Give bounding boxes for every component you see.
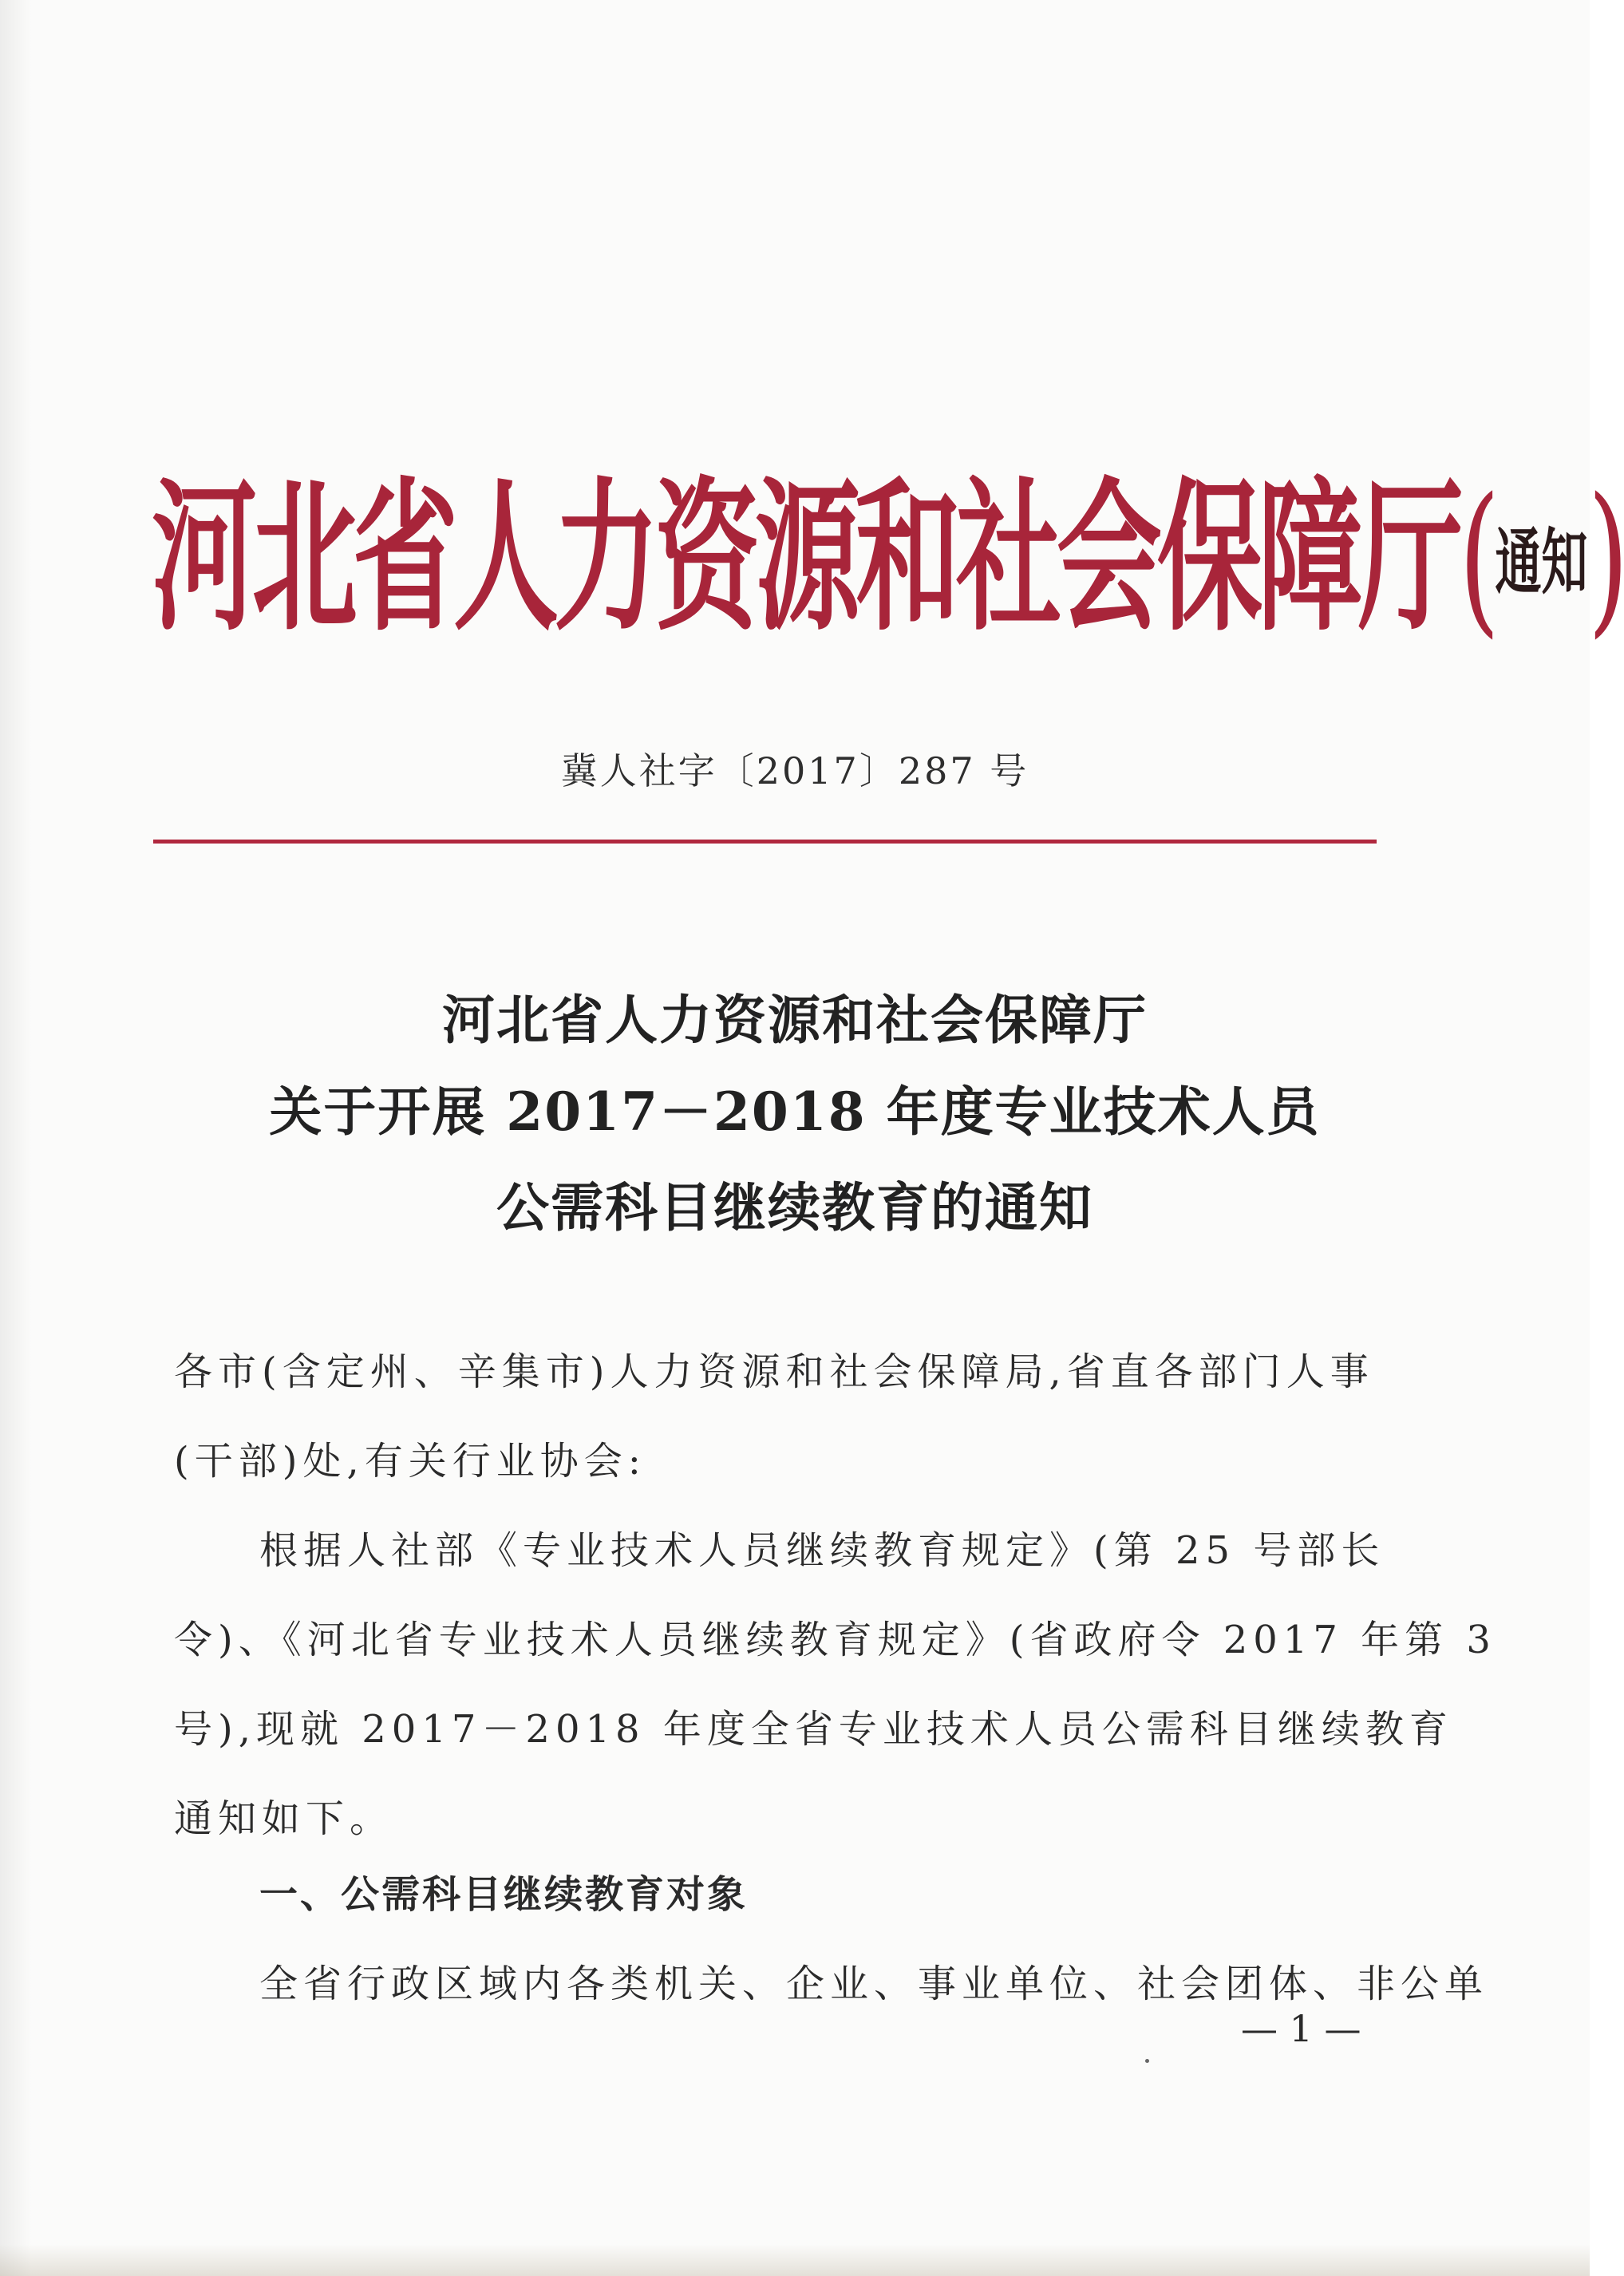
red-header-title <box>152 417 1624 701</box>
header-paren-open: ( <box>1459 463 1496 654</box>
paragraph-1-line-1: 根据人社部《专业技术人员继续教育规定》(第 25 号部长 <box>259 1528 1385 1573</box>
section-1-line-1: 全省行政区域内各类机关、企业、事业单位、社会团体、非公单 <box>259 1962 1489 2006</box>
scan-speck <box>1145 2059 1149 2063</box>
section-1-heading: 一、公需科目继续教育对象 <box>259 1872 749 1917</box>
header-paren-close: ) <box>1587 463 1624 654</box>
notice-title-line-2: 关于开展 2017－2018 年度专业技术人员 <box>269 1081 1321 1143</box>
header-doc-type: 通知 <box>1495 520 1588 604</box>
page-number: — 1 — <box>1241 2007 1361 2050</box>
red-separator-line <box>153 840 1377 844</box>
document-number: 冀人社字〔2017〕287 号 <box>560 749 1029 792</box>
header-org-name: 河北省人力资源和社会保障厅 <box>152 462 1459 654</box>
addressee-line-2: (干部)处,有关行业协会: <box>174 1439 646 1484</box>
scan-shadow-bottom <box>0 2244 1590 2276</box>
paragraph-1-line-4: 通知如下。 <box>174 1796 394 1841</box>
addressee-line-1: 各市(含定州、辛集市)人力资源和社会保障局,省直各部门人事 <box>174 1349 1374 1394</box>
paragraph-1-line-2: 令)、《河北省专业技术人员继续教育规定》(省政府令 2017 年第 3 <box>174 1618 1496 1662</box>
notice-title-line-3: 公需科目继续教育的通知 <box>496 1176 1093 1239</box>
paragraph-1-line-3: 号),现就 2017－2018 年度全省专业技术人员公需科目继续教育 <box>174 1707 1453 1752</box>
notice-title-line-1: 河北省人力资源和社会保障厅 <box>442 989 1148 1051</box>
